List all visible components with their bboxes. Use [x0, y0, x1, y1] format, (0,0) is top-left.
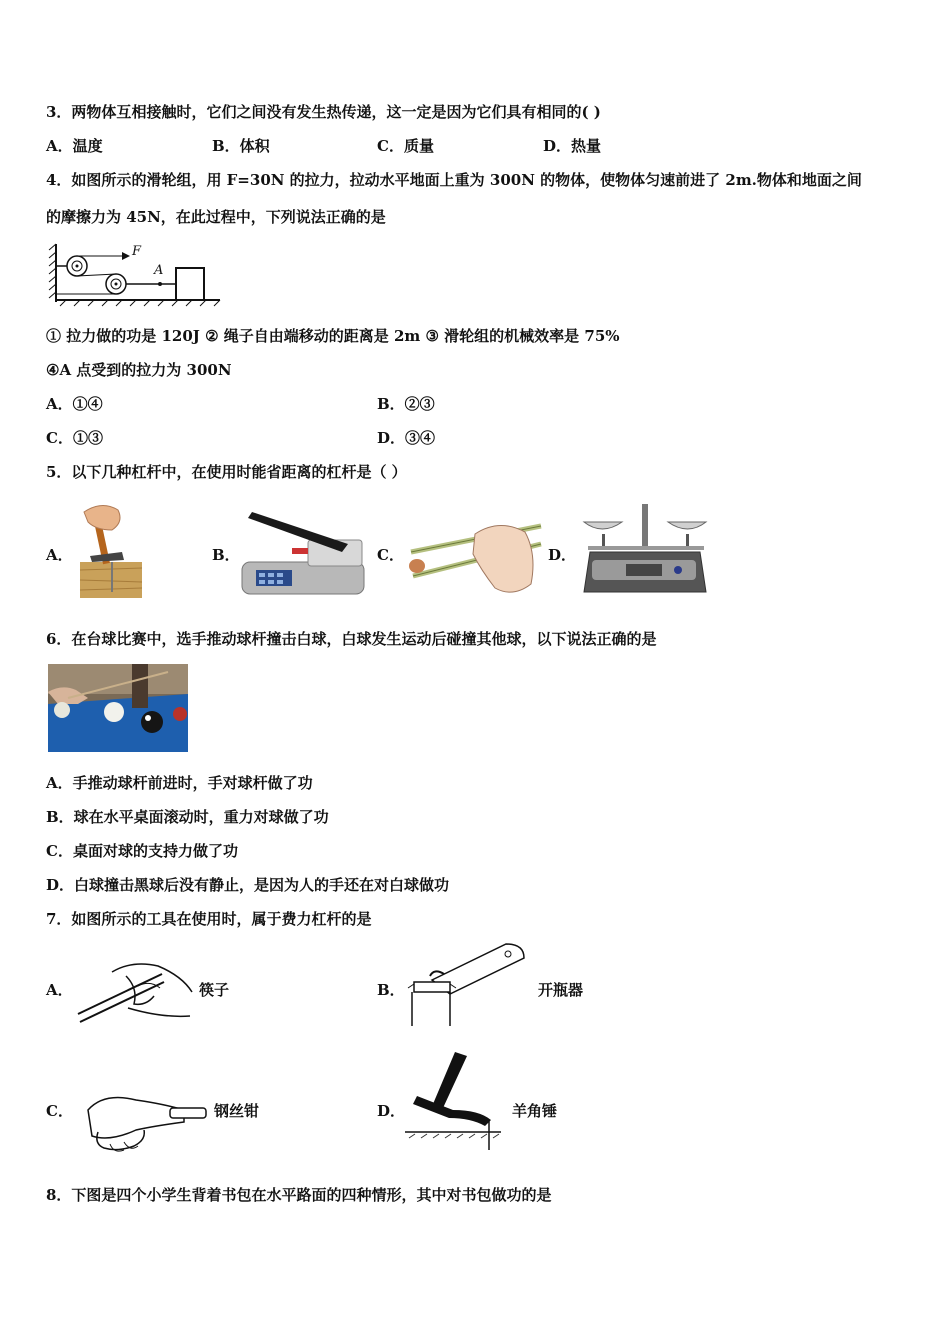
figure-label-a: A [154, 263, 164, 278]
q4-stem-line1: 4．如图所示的滑轮组，用 F=30N 的拉力，拉动水平地面上重为 300N 的物体，使物体匀速前进了 2m.物体和地面之间 [46, 171, 862, 189]
q5-option-d-label: D． [548, 546, 577, 564]
q4-option-b: B．②③ [377, 395, 435, 413]
q6-option-a: A．手推动球杆前进时，手对球杆做了功 [46, 774, 313, 792]
hammer-nail-image [72, 500, 147, 600]
q6-stem: 6．在台球比赛中，选手推动球杆撞击白球，白球发生运动后碰撞其他球，以下说法正确的是 [46, 630, 657, 648]
pliers-drawing [74, 1082, 210, 1162]
q7-option-a-label: A． [46, 981, 73, 999]
q4-option-a: A．①④ [46, 395, 103, 413]
q5-stem: 5．以下几种杠杆中，在使用时能省距离的杠杆是（ ） [46, 463, 407, 481]
q4-option-d: D．③④ [377, 429, 436, 447]
figure-label-f: F [132, 244, 142, 259]
pulley-system-figure [48, 240, 223, 308]
chopsticks-drawing [72, 958, 197, 1028]
q7-tool-name-c: 钢丝钳 [214, 1102, 260, 1120]
claw-hammer-drawing [405, 1048, 505, 1160]
stapler-image [238, 502, 368, 600]
q5-option-b-label: B． [212, 546, 240, 564]
q6-option-b: B．球在水平桌面滚动时，重力对球做了功 [46, 808, 329, 826]
q7-option-c-label: C． [46, 1102, 73, 1120]
q4-option-c: C．①③ [46, 429, 103, 447]
q7-tool-name-d: 羊角锤 [512, 1102, 558, 1120]
q4-statements-line2: ④A 点受到的拉力为 300N [46, 361, 232, 379]
chopsticks-image [403, 514, 543, 600]
q6-option-d: D．白球撞击黑球后没有静止，是因为人的手还在对白球做功 [46, 876, 450, 894]
q5-option-c-label: C． [377, 546, 404, 564]
q3-option-b: B．体积 [212, 137, 270, 155]
q4-statements-line1: ① 拉力做的功是 120J ② 绳子自由端移动的距离是 2m ③ 滑轮组的机械效率是 75% [46, 327, 620, 345]
q7-option-b-label: B． [377, 981, 405, 999]
q8-stem: 8．下图是四个小学生背着书包在水平路面的四种情形，其中对书包做功的是 [46, 1186, 552, 1204]
q3-stem: 3．两物体互相接触时，它们之间没有发生热传递，这一定是因为它们具有相同的( ) [46, 103, 601, 121]
q7-option-d-label: D． [377, 1102, 406, 1120]
balance-scale-image [578, 500, 713, 600]
q4-stem-line2: 的摩擦力为 45N，在此过程中，下列说法正确的是 [46, 208, 386, 226]
q7-tool-name-a: 筷子 [199, 981, 230, 999]
q7-stem: 7．如图所示的工具在使用时，属于费力杠杆的是 [46, 910, 372, 928]
bottle-opener-drawing [404, 940, 529, 1030]
q5-option-a-label: A． [46, 546, 73, 564]
q3-option-d: D．热量 [543, 137, 602, 155]
q6-option-c: C．桌面对球的支持力做了功 [46, 842, 238, 860]
billiards-photo [48, 664, 188, 752]
q3-option-c: C．质量 [377, 137, 434, 155]
q3-option-a: A．温度 [46, 137, 103, 155]
q7-tool-name-b: 开瓶器 [538, 981, 584, 999]
